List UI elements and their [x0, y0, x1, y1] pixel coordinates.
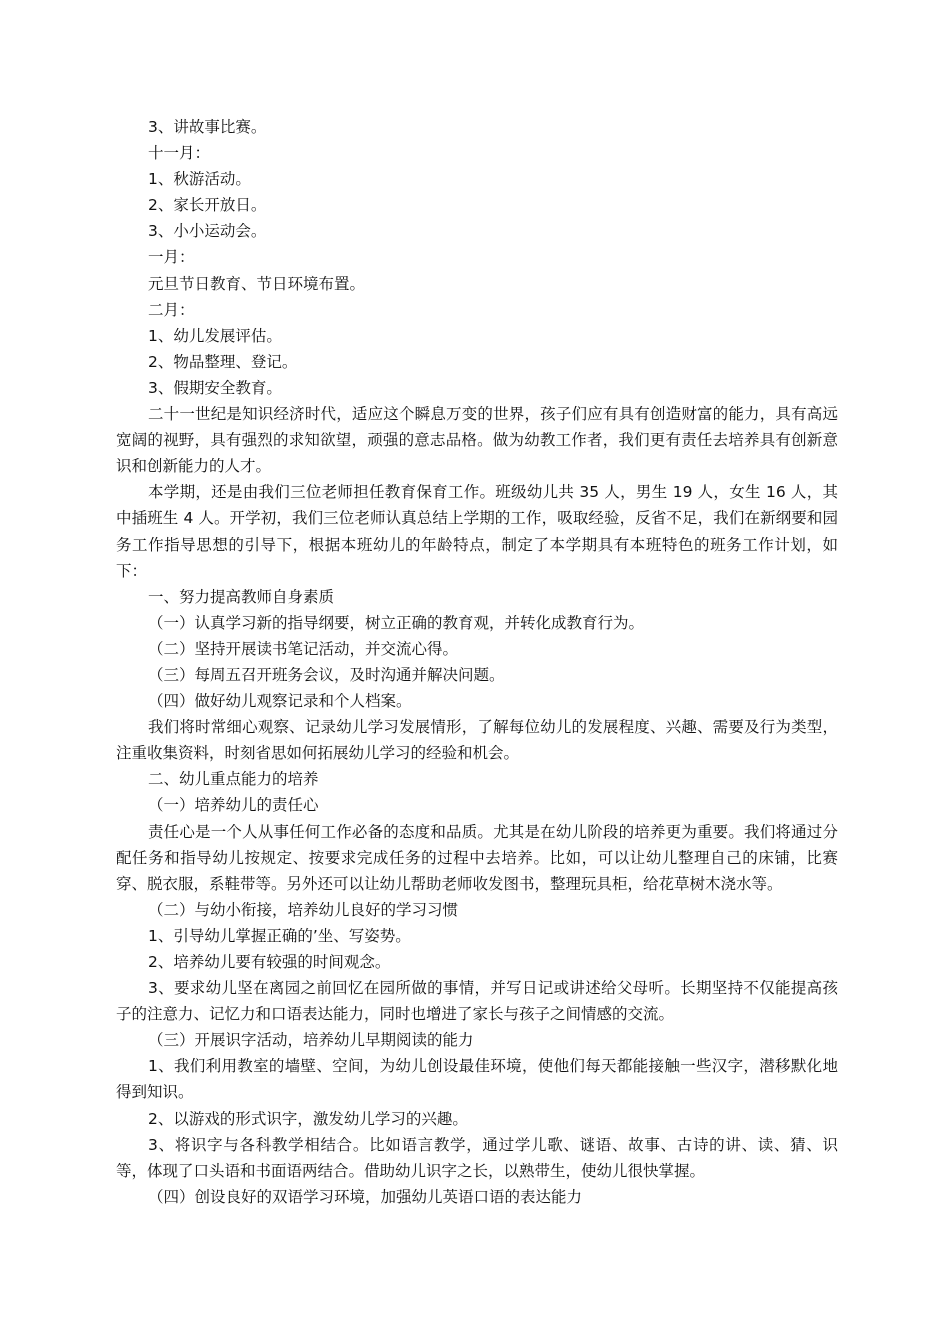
list-item: 1、秋游活动。: [148, 170, 251, 189]
list-item: 2、物品整理、登记。: [148, 352, 298, 371]
list-item: （三）每周五召开班务会议，及时沟通并解决问题。: [148, 665, 505, 684]
list-item: （二）坚持开展读书笔记活动，并交流心得。: [148, 639, 459, 658]
list-item: 1、我们利用教室的墙壁、空间，为幼儿创设最佳环境，使他们每天都能接触一些汉字，潜移默化地得到知识。: [116, 1057, 838, 1102]
subsection-heading: （一）培养幼儿的责任心: [148, 796, 319, 815]
list-item: 1、幼儿发展评估。: [148, 326, 282, 345]
body-paragraph: 我们将时常细心观察、记录幼儿学习发展情形，了解每位幼儿的发展程度、兴趣、需要及行为类型，注重收集资料，时刻省思如何拓展幼儿学习的经验和机会。: [116, 718, 838, 763]
list-item: 元旦节日教育、节日环境布置。: [148, 274, 366, 293]
list-item: 3、假期安全教育。: [148, 378, 282, 397]
section-heading: 十一月：: [148, 144, 211, 163]
body-paragraph: 二十一世纪是知识经济时代，适应这个瞬息万变的世界，孩子们应有具有创造财富的能力，具有高远宽阔的视野，具有强烈的求知欲望，顽强的意志品格。做为幼教工作者，我们更有责任去培养具有创新意识和创新能力的人才。: [116, 405, 838, 476]
body-paragraph: 责任心是一个人从事任何工作必备的态度和品质。尤其是在幼儿阶段的培养更为重要。我们将通过分配任务和指导幼儿按规定、按要求完成任务的过程中去培养。比如，可以让幼儿整理自己的床铺，比赛穿、脱衣服，系鞋带等。另外还可以让幼儿帮助老师收发图书，整理玩具柜，给花草树木浇水等。: [116, 822, 838, 893]
list-item: （四）做好幼儿观察记录和个人档案。: [148, 692, 412, 711]
list-item: （一）认真学习新的指导纲要，树立正确的教育观，并转化成教育行为。: [148, 613, 645, 632]
section-heading: 一、努力提高教师自身素质: [148, 587, 335, 606]
list-item: 2、家长开放日。: [148, 196, 267, 215]
subsection-heading: （四）创设良好的双语学习环境，加强幼儿英语口语的表达能力: [148, 1187, 583, 1206]
list-item: 2、培养幼儿要有较强的时间观念。: [148, 953, 391, 971]
list-item: 3、将识字与各科教学相结合。比如语言教学，通过学儿歌、谜语、故事、古诗的讲、读、猜、识等，体现了口头语和书面语两结合。借助幼儿识字之长，以熟带生，使幼儿很快掌握。: [116, 1135, 838, 1180]
body-paragraph: 本学期，还是由我们三位老师担任教育保育工作。班级幼儿共 35 人，男生 19 人，女生 16 人，其中插班生 4 人。开学初，我们三位老师认真总结上学期的工作，吸取经验，反省不足，我们在新纲要和园务工作指导思想的引导下，根据本班幼儿的年龄特点，制定了本学期具有本班特色的班务工作计划，如下：: [116, 483, 838, 580]
list-item: 3、要求幼儿坚在离园之前回忆在园所做的事情，并写日记或讲述给父母听。长期坚持不仅能提高孩子的注意力、记忆力和口语表达能力，同时也增进了家长与孩子之间情感的交流。: [116, 979, 838, 1024]
list-item: 2、以游戏的形式识字，激发幼儿学习的兴趣。: [148, 1109, 468, 1128]
section-heading: 二、幼儿重点能力的培养: [148, 770, 319, 789]
subsection-heading: （三）开展识字活动，培养幼儿早期阅读的能力: [148, 1031, 474, 1050]
subsection-heading: （二）与幼小衔接，培养幼儿良好的学习习惯: [148, 900, 459, 919]
section-heading: 一月：: [148, 248, 195, 267]
document-body: [116, 114, 838, 1210]
list-item: 3、小小运动会。: [148, 222, 267, 241]
section-heading: 二月：: [148, 300, 195, 319]
list-item: 3、讲故事比赛。: [148, 118, 267, 136]
list-item: 1、引导幼儿掌握正确的’坐、写姿势。: [148, 926, 411, 945]
